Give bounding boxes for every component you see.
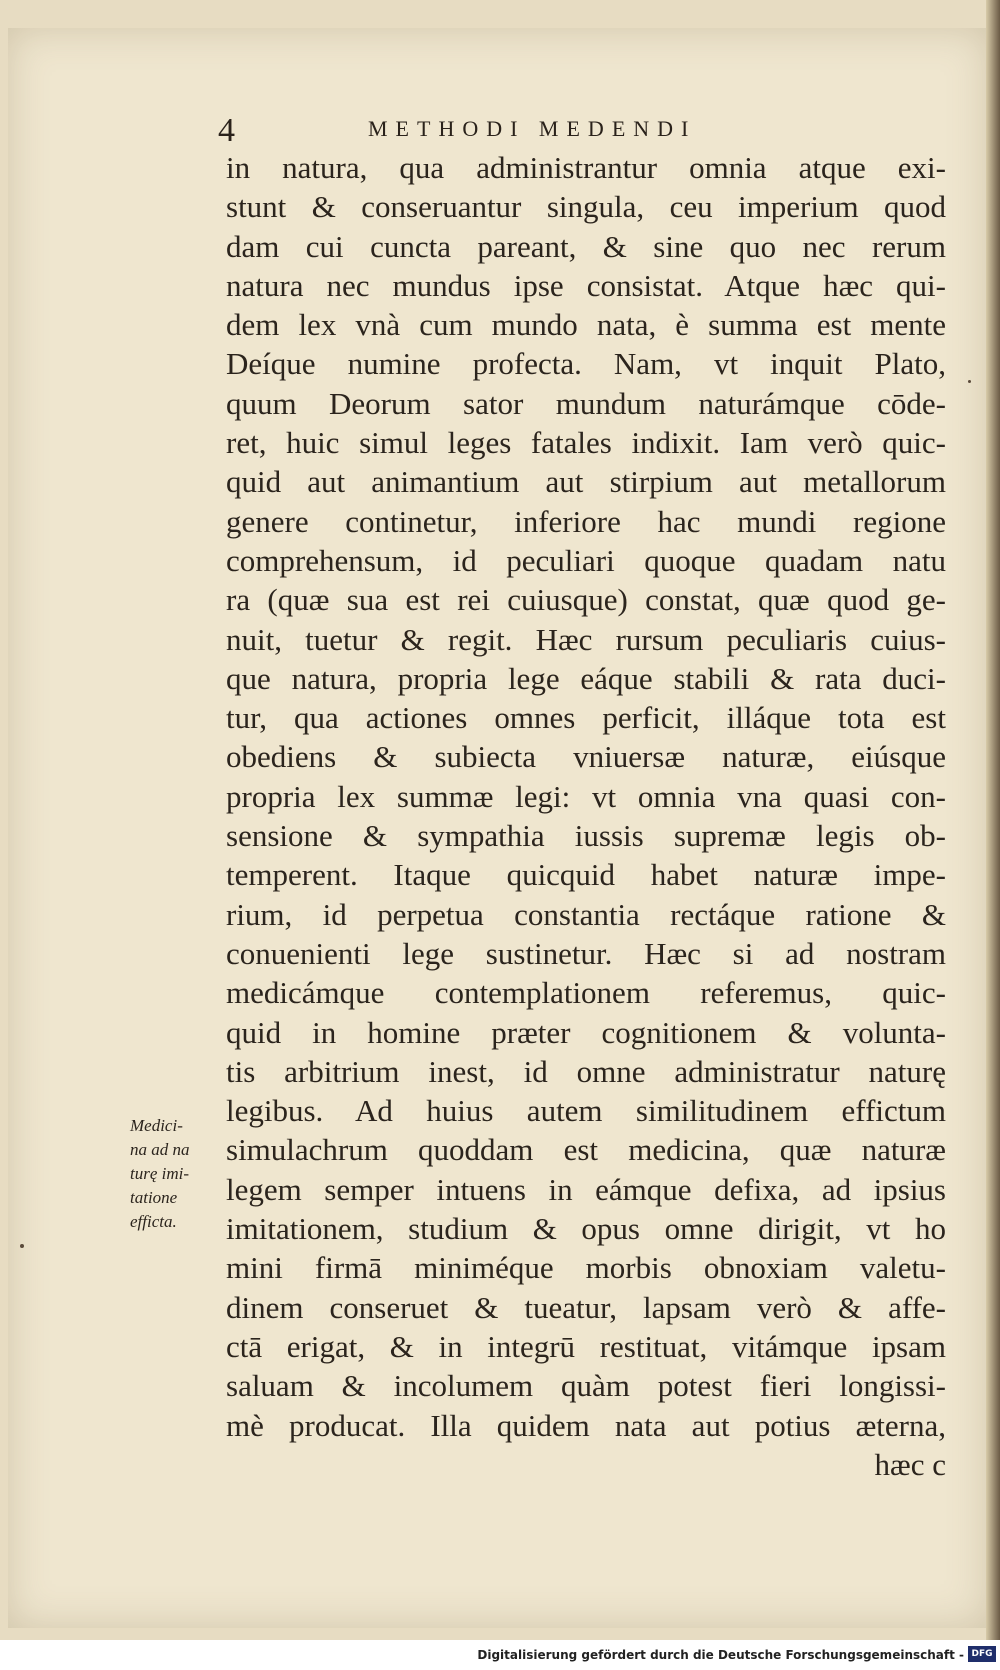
page-edge xyxy=(986,0,1000,1640)
ink-speck xyxy=(968,380,971,383)
folio-number: 4 xyxy=(218,112,235,149)
text-line: stunt & conseruantur singula, ceu imperium quod xyxy=(226,189,946,225)
text-line: conuenienti lege sustinetur. Hæc si ad nostram xyxy=(226,935,946,971)
text-line: nuit, tuetur & regit. Hæc rursum peculiaris cuius- xyxy=(226,621,946,657)
text-line: imitationem, studium & opus omne dirigit, vt ho xyxy=(226,1211,946,1247)
text-line: dam cui cuncta pareant, & sine quo nec rerum xyxy=(226,228,946,264)
marginal-note-line: turę imi- xyxy=(130,1164,190,1183)
marginal-note-line: efficta. xyxy=(130,1212,177,1231)
marginal-note xyxy=(130,1114,225,1234)
text-line: tis arbitrium inest, id omne administratur naturę xyxy=(226,1053,946,1089)
ink-speck xyxy=(20,1244,24,1248)
running-title: METHODI MEDENDI xyxy=(368,116,697,141)
text-line: ra (quæ sua est rei cuiusque) constat, quæ quod ge- xyxy=(226,582,946,618)
text-line: mini firmā miniméque morbis obnoxiam valetu- xyxy=(226,1250,946,1286)
text-line: quid aut animantium aut stirpium aut metallorum xyxy=(226,464,946,500)
text-line: in natura, qua administrantur omnia atque exi- xyxy=(226,150,946,185)
text-line: Deíque numine profecta. Nam, vt inquit Plato, xyxy=(226,346,946,382)
text-line: temperent. Itaque quicquid habet naturæ impe- xyxy=(226,857,946,893)
text-line: rium, id perpetua constantia rectáque ratione & xyxy=(226,896,946,932)
text-line: quid in homine præter cognitionem & volunta- xyxy=(226,1014,946,1050)
text-line: obediens & subiecta vniuersæ naturæ, eiúsque xyxy=(226,739,946,775)
text-line: mè producat. Illa quidem nata aut potius æterna, xyxy=(226,1407,946,1443)
text-line: saluam & incolumem quàm potest fieri longissi- xyxy=(226,1368,946,1404)
text-line: quum Deorum sator mundum naturámque cōde- xyxy=(226,385,946,421)
marginal-note-line: Medici- xyxy=(130,1116,183,1135)
text-line: dem lex vnà cum mundo nata, è summa est mente xyxy=(226,307,946,343)
digitization-footer xyxy=(0,1640,1000,1670)
body-text xyxy=(226,148,946,1484)
text-line: legibus. Ad huius autem similitudinem effictum xyxy=(226,1093,946,1129)
text-line: dinem conseruet & tueatur, lapsam verò & affe- xyxy=(226,1289,946,1325)
marginal-note-line: na ad na xyxy=(130,1140,190,1159)
marginal-note-line: tatione xyxy=(130,1188,178,1207)
text-line: que natura, propria lege eáque stabili & rata duci- xyxy=(226,660,946,696)
text-line: tur, qua actiones omnes perficit, illáque tota est xyxy=(226,700,946,736)
text-line: legem semper intuens in eámque defixa, ad ipsius xyxy=(226,1171,946,1207)
text-line: genere continetur, inferiore hac mundi regione xyxy=(226,503,946,539)
text-line: ret, huic simul leges fatales indixit. Iam verò quic- xyxy=(226,425,946,461)
text-line: sensione & sympathia iussis supremæ legis ob- xyxy=(226,818,946,854)
page-header xyxy=(218,112,958,152)
text-line: comprehensum, id peculiari quoque quadam natu xyxy=(226,542,946,578)
text-line: simulachrum quoddam est medicina, quæ naturæ xyxy=(226,1132,946,1168)
text-line: propria lex summæ legi: vt omnia vna quasi con- xyxy=(226,778,946,814)
footer-credit: Digitalisierung gefördert durch die Deutsche Forschungsgemeinschaft - xyxy=(477,1648,964,1662)
catchword: hæc c xyxy=(874,1446,946,1482)
text-line: medicámque contemplationem referemus, quic- xyxy=(226,975,946,1011)
text-line: ctā erigat, & in integrū restituat, vitámque ipsam xyxy=(226,1328,946,1364)
dfg-logo: DFG xyxy=(968,1646,996,1662)
text-line: natura nec mundus ipse consistat. Atque hæc qui- xyxy=(226,267,946,303)
